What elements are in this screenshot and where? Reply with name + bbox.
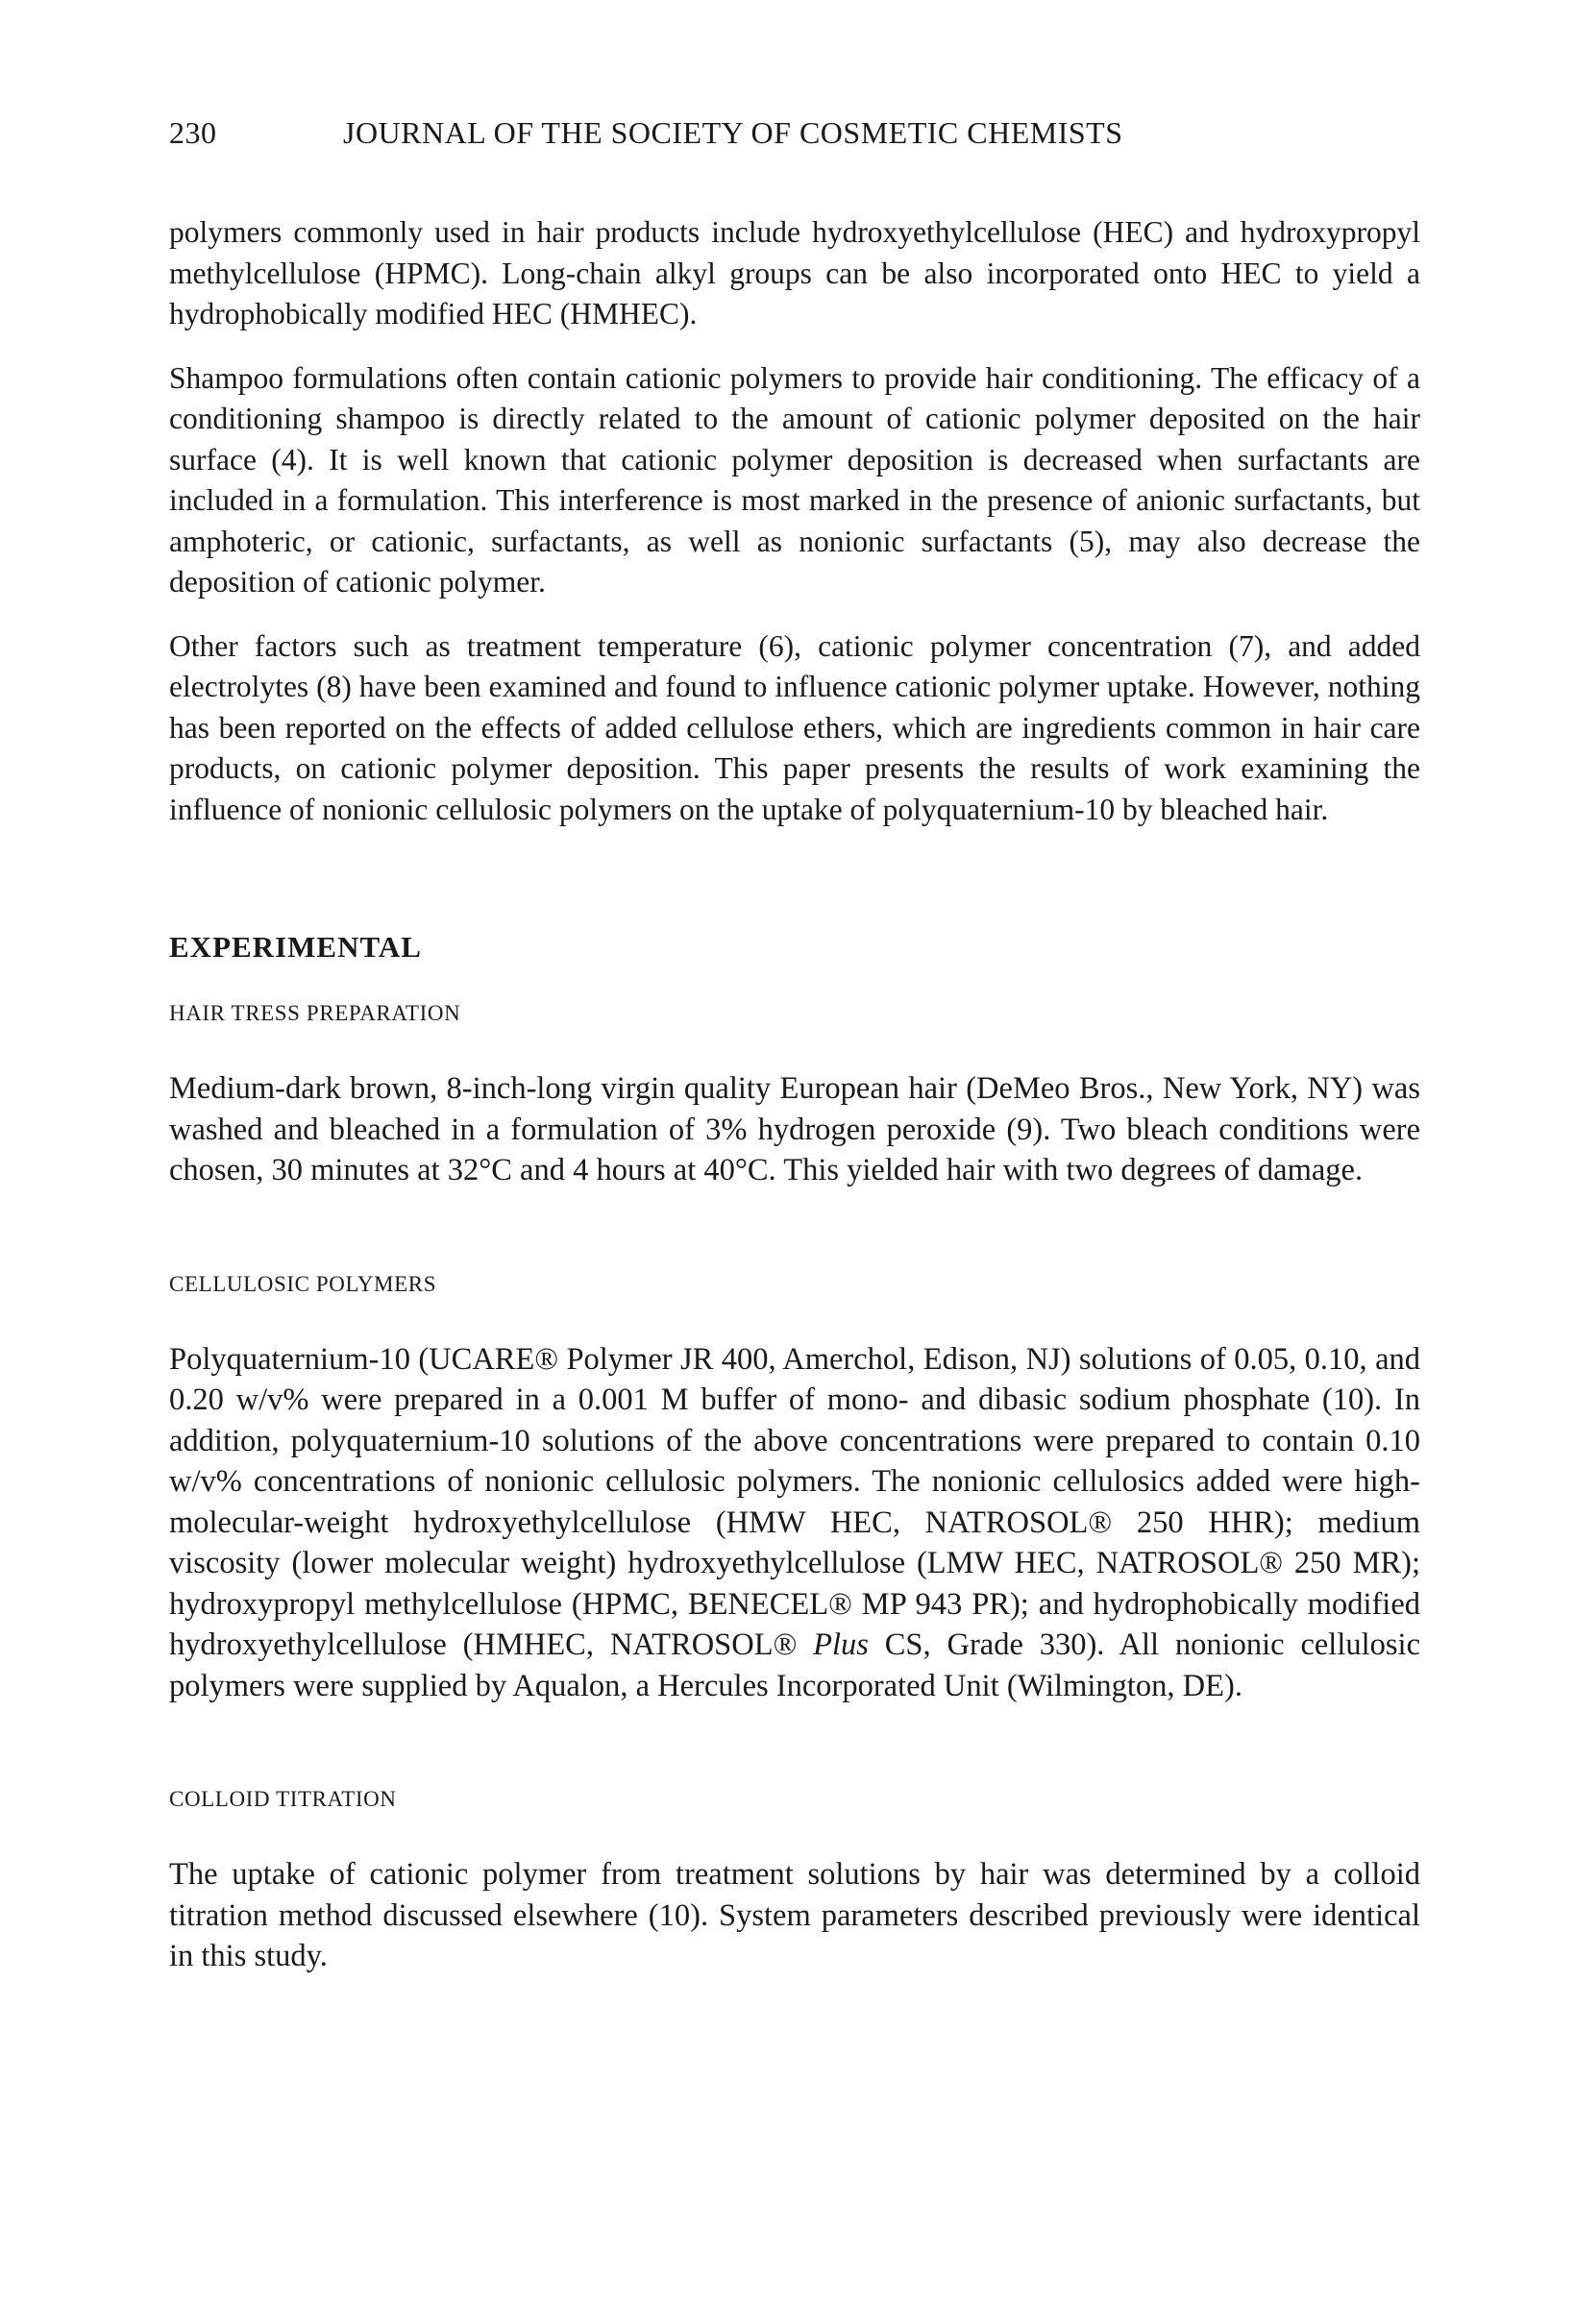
subheading-colloid-titration: COLLOID TITRATION xyxy=(169,1787,397,1811)
hair-tress-paragraph: Medium-dark brown, 8-inch-long virgin quality European hair (DeMeo Bros., New York, NY) was washed and bleached in a formulation of 3% hydrogen peroxide (9). Two bleach conditions were chosen, 30 minutes at 32°C and 4 hours at 40°C. This yielded hair with two degrees of damage. xyxy=(169,1071,1420,1187)
intro-paragraph-2: Shampoo formulations often contain cationic polymers to provide hair conditioning. The efficacy of a conditioning shampoo is directly related to the amount of cationic polymer deposited on the hair surface (4). It is well known that cationic polymer deposition is decreased when surfactants are included in a formulation. This interference is most marked in the presence of anionic surfactants, but amphoteric, or cationic, surfactants, as well as nonionic surfactants (5), may also decrease the deposition of cationic polymer. xyxy=(169,360,1420,599)
colloid-paragraph: The uptake of cationic polymer from treatment solutions by hair was determined by a colloid titration method discussed elsewhere (10). System parameters described previously were identical in this study. xyxy=(169,1857,1420,1973)
cellulosic-paragraph xyxy=(169,1339,1420,1707)
cellulosic-text-part-1: Polyquaternium-10 (UCARE® Polymer JR 400, Amerchol, Edison, NJ) solutions of 0.05, 0.10, and 0.20 w/v% were prepared in a 0.001 M buffer of mono- and dibasic sodium phosphate (10). In addition, polyquaternium-10 solutions of the above concentrations were prepared to contain 0.10 w/v% concentrations of nonionic cellulosic polymers. The nonionic cellulosics added were high-molecular-weight hydroxyethylcellulose (HMW HEC, NATROSOL® 250 HHR); medium viscosity (lower molecular weight) hydroxyethylcellulose (LMW HEC, NATROSOL® 250 MR); hydroxypropyl methylcellulose (HPMC, BENECEL® MP 943 PR); and hydrophobically modified hydroxyethylcellulose (HMHEC, NATROSOL® xyxy=(169,1341,1420,1662)
intro-paragraph-3: Other factors such as treatment temperature (6), cationic polymer concentration (7), and added electrolytes (8) have been examined and found to influence cationic polymer uptake. However, nothing has been reported on the effects of added cellulose ethers, which are ingredients common in hair care products, on cationic polymer deposition. This paper presents the results of work examining the influence of nonionic cellulosic polymers on the uptake of polyquaternium-10 by bleached hair. xyxy=(169,628,1420,826)
running-head xyxy=(169,115,1420,151)
section-heading-experimental: EXPERIMENTAL xyxy=(169,930,422,964)
cellulosic-text-italic: Plus xyxy=(813,1627,869,1662)
subheading-cellulosic-polymers: CELLULOSIC POLYMERS xyxy=(169,1271,437,1296)
cellulosic-text-part-2: CS, Grade 330). All nonionic cellulosic polymers were supplied by Aqualon, a Hercules Incorporated Unit (Wilmington, DE). xyxy=(169,1627,1420,1703)
intro-paragraph-1: polymers commonly used in hair products include hydroxyethylcellulose (HEC) and hydroxypropyl methylcellulose (HPMC). Long-chain alkyl groups can be also incorporated onto HEC to yield a hydrophobically modified HEC (HMHEC). xyxy=(169,215,1420,330)
subheading-hair-tress-preparation: HAIR TRESS PREPARATION xyxy=(169,1001,461,1025)
journal-page xyxy=(169,115,1420,2000)
page-number: 230 xyxy=(169,115,217,150)
journal-title: JOURNAL OF THE SOCIETY OF COSMETIC CHEMISTS xyxy=(343,115,1123,150)
